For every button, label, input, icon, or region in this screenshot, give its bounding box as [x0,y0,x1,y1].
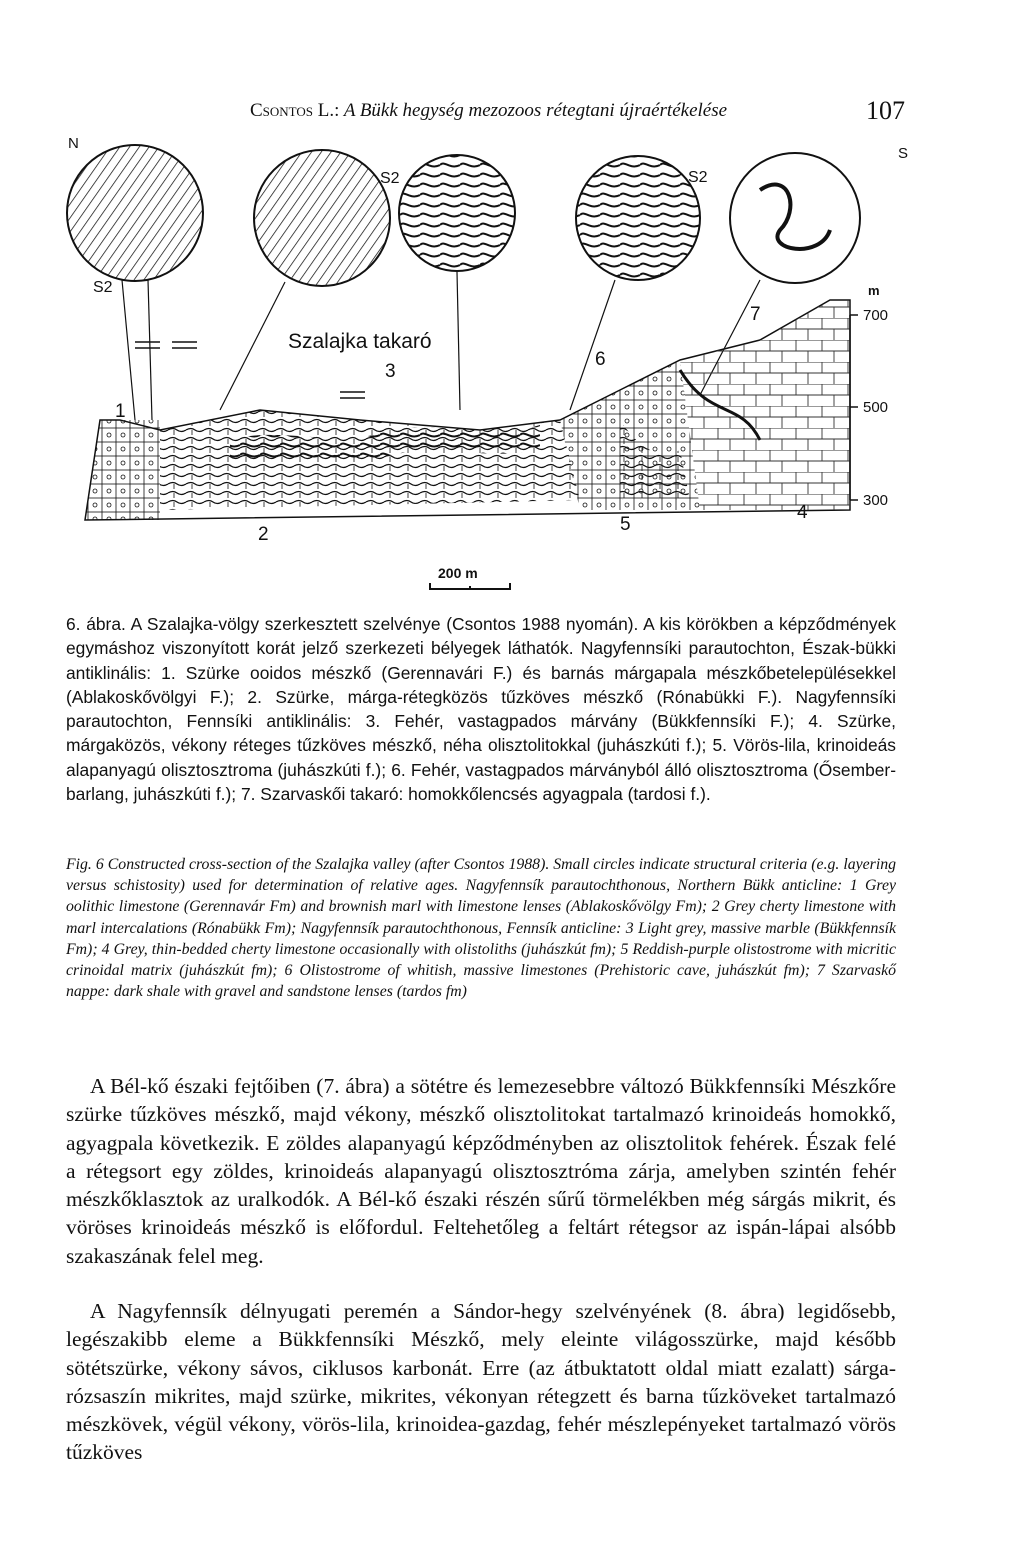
running-header [250,100,727,122]
elevation-unit: m [868,283,880,298]
north-label: N [68,135,79,152]
unit-label: 2 [258,524,269,545]
scale-bar [430,565,510,589]
south-label: S [898,145,909,162]
unit-label: 1 [115,401,126,422]
elevation-tick: 700 [863,307,889,324]
figure-caption-hungarian: 6. ábra. A Szalajka-völgy szerkesztett szelvénye (Csontos 1988 nyomán). A kis körökben a képződmények egymáshoz viszonyított korát jelző szerkezeti bélyegek láthatók. Nagyfennsíki parautochton, Észak-bükki antiklinális: 1. Szürke ooidos mészkő (Gerennavári F.) és barnás márgapala mészkőbetelepülésekkel (Ablakoskővölgyi F.); 2. Szürke, márga-rétegközös tűzköves mészkő (Rónabükki F.). Nagyfennsíki parautochton, Fennsíki antiklinális: 3. Fehér, vastagpados márvány (Bükkfennsíki F.); 4. Szürke, márgaközös, vékony réteges tűzköves mészkő, néha olisztolitokkal (juhászkúti f.); 5. Vörös-lila, krinoideás alapanyagú olisztosztroma (juhászkúti f.); 6. Fehér, vastagpados márványból álló olisztosztroma (Ősember-barlang, juhászkúti f.); 7. Szarvaskői takaró: homokkőlencsés agyagpala (tardosi f.). [66,614,896,805]
detail-circle-1 [67,145,203,281]
section-body [85,300,850,520]
s2-label: S2 [93,279,113,296]
elevation-scale [850,283,888,509]
figure-caption-english: Fig. 6 Constructed cross-section of the Szalajka valley (after Csontos 1988). Small circles indicate structural criteria (e.g. layering versus schistosity) used for determination of relative ages. Nagyfennsík parautochthonous, Northern Bükk anticline: 1 Grey oolithic limestone (Gerennavár Fm) and brownish marl with limestone lenses (Ablakoskővölgy Fm); 2 Grey cherty limestone with marl intercalations (Rónabükk Fm); Nagyfennsík parautochthonous, Fennsík anticline: 3 Light grey, massive marble (Bükkfennsík Fm); 4 Grey, thin-bedded cherty limestone occasionally with olistoliths (juhászkút fm); 5 Reddish-purple olistostrome with micritic crinoidal matrix (juhászkút fm); 6 Olistostrome of whitish, massive limestones (Prehistoric cave, juhászkút fm); 7 Szarvaskő nappe: dark shale with gravel and sandstone lenses (tardos fm) [66,856,896,1001]
elevation-tick: 300 [863,492,889,509]
scale-bar-label: 200 m [438,565,478,581]
page-number: 107 [866,96,905,125]
detail-circle-5 [730,153,860,283]
body-paragraph: A Nagyfennsík délnyugati peremén a Sándor-hegy szelvényének (8. ábra) legidősebb, legészakibb eleme a Bükkfennsíki Mészkő, mely eleinte világosszürke, majd később sötétszürke, vékony sávos, ciklusos karbonát. Erre (az átbuktatott oldal miatt ezalatt) sárga-rózsaszín mikrites, majd szürke, mikrites, vékonyan rétegzett és barna tűzköveket tartalmazó mészkövek, végül vékony, vörös-lila, krinoidea-gazdag, fehér mészlepényeket tartalmazó vörös tűzköves [66,1299,896,1465]
header-title-text: A Bükk hegység mezozoos rétegtani újraértékelése [343,100,728,121]
s2-label: S2 [688,169,708,186]
unit-label: 5 [620,514,631,535]
unit-label: 4 [797,502,808,523]
cross-section-drawing [60,120,920,600]
detail-circle-2 [254,150,390,286]
detail-circle-3 [399,155,515,271]
nappe-label: Szalajka takaró [288,330,432,353]
detail-circle-4 [576,156,700,280]
unit-label: 7 [750,304,761,325]
elevation-tick: 500 [863,399,889,416]
s2-label: S2 [380,170,400,187]
cross-section-figure [60,120,920,600]
unit-label: 3 [385,361,396,382]
body-paragraph: A Bél-kő északi fejtőiben (7. ábra) a sötétre és lemezesebbre változó Bükkfennsíki Mészkőre szürke tűzköves mészkő, majd vékony, mészkő olisztolitokat tartalmazó krinoideás homokkő, agyagpala következik. E zöldes alapanyagú képződményben az olisztolitok fehérek. Észak felé a rétegsort egy zöldes, krinoideás alapanyagú olisztosztróma zárja, amelyben szintén fehér mészkőklasztok az uralkodók. A Bél-kő északi részén sűrű törmelékben még sárgás mikrit, és vöröses krinoideás mészkő is előfordul. Feltehetőleg a feltárt rétegsor az ispán-lápai alsóbb szakaszának felel meg. [66,1074,896,1268]
unit-label: 6 [595,349,606,370]
header-author: Csontos L.: [250,100,340,121]
